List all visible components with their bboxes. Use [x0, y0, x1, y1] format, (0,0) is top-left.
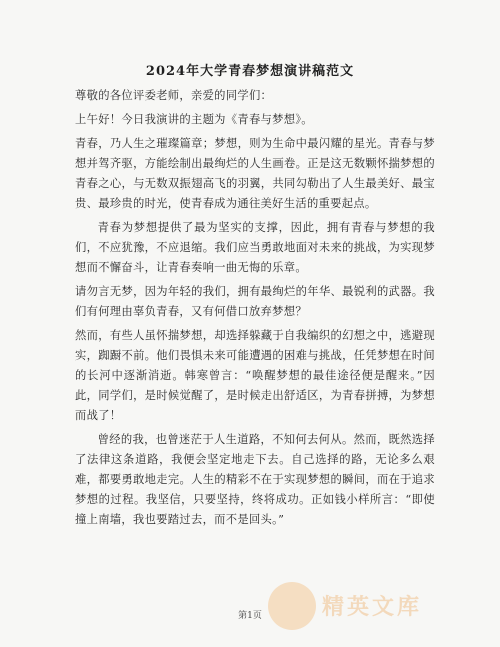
paragraph-3: 请勿言无梦，因为年轻的我们，拥有最绚烂的年华、最锐利的武器。我们有何理由辜负青春，又有何借口放弃梦想？: [75, 285, 435, 318]
watermark-logo: [262, 578, 494, 636]
paragraph-2: 青春为梦想提供了最为坚实的支撑，因此，拥有青春与梦想的我们，不应犹豫，不应退缩。我们应当勇敢地面对未来的挑战，为实现梦想而不懈奋斗，让青春奏响一曲无悔的乐章。: [75, 221, 435, 274]
watermark-text: 精英文库: [322, 595, 423, 620]
page-title: 2024年大学青春梦想演讲稿范文: [145, 64, 355, 79]
paragraph-4: 然而，有些人虽怀揣梦想，却选择躲藏于自我编织的幻想之中，逃避现实，踟蹰不前。他们畏惧未来可能遭遇的困难与挑战，任凭梦想在时间的长河中逐渐消逝。韩寒曾言：“唤醒梦想的最佳途径便是醒来。”因此，同学们，是时候觉醒了，是时候走出舒适区，为青春拼搏，为梦想而战了！: [75, 329, 435, 422]
watermark-circle-icon: [268, 582, 316, 630]
document-body: [75, 86, 435, 534]
paragraph-1: 青春，乃人生之璀璨篇章；梦想，则为生命中最闪耀的星光。青春与梦想并驾齐驱，方能绘制出最绚烂的人生画卷。正是这无数颗怀揣梦想的青春之心，与无数双振翅高飞的羽翼，共同勾勒出了人生最美好、最宝贵、最珍贵的时光，使青春成为通往美好生活的重要起点。: [75, 137, 435, 210]
salutation: 尊敬的各位评委老师，亲爱的同学们：: [75, 89, 273, 102]
page-number: 第1页: [238, 611, 262, 621]
greeting-paragraph: 上午好！今日我演讲的主题为《青春与梦想》。: [75, 113, 313, 126]
paragraph-5: 曾经的我，也曾迷茫于人生道路，不知何去何从。然而，既然选择了法律这条道路，我便会坚定地走下去。自己选择的路，无论多么艰难，都要勇敢地走完。人生的精彩不在于实现梦想的瞬间，而在于追求梦想的过程。我坚信，只要坚持，终将成功。正如钱小样所言：“即使撞上南墙，我也要踏过去，而不是回头。”: [75, 433, 435, 526]
